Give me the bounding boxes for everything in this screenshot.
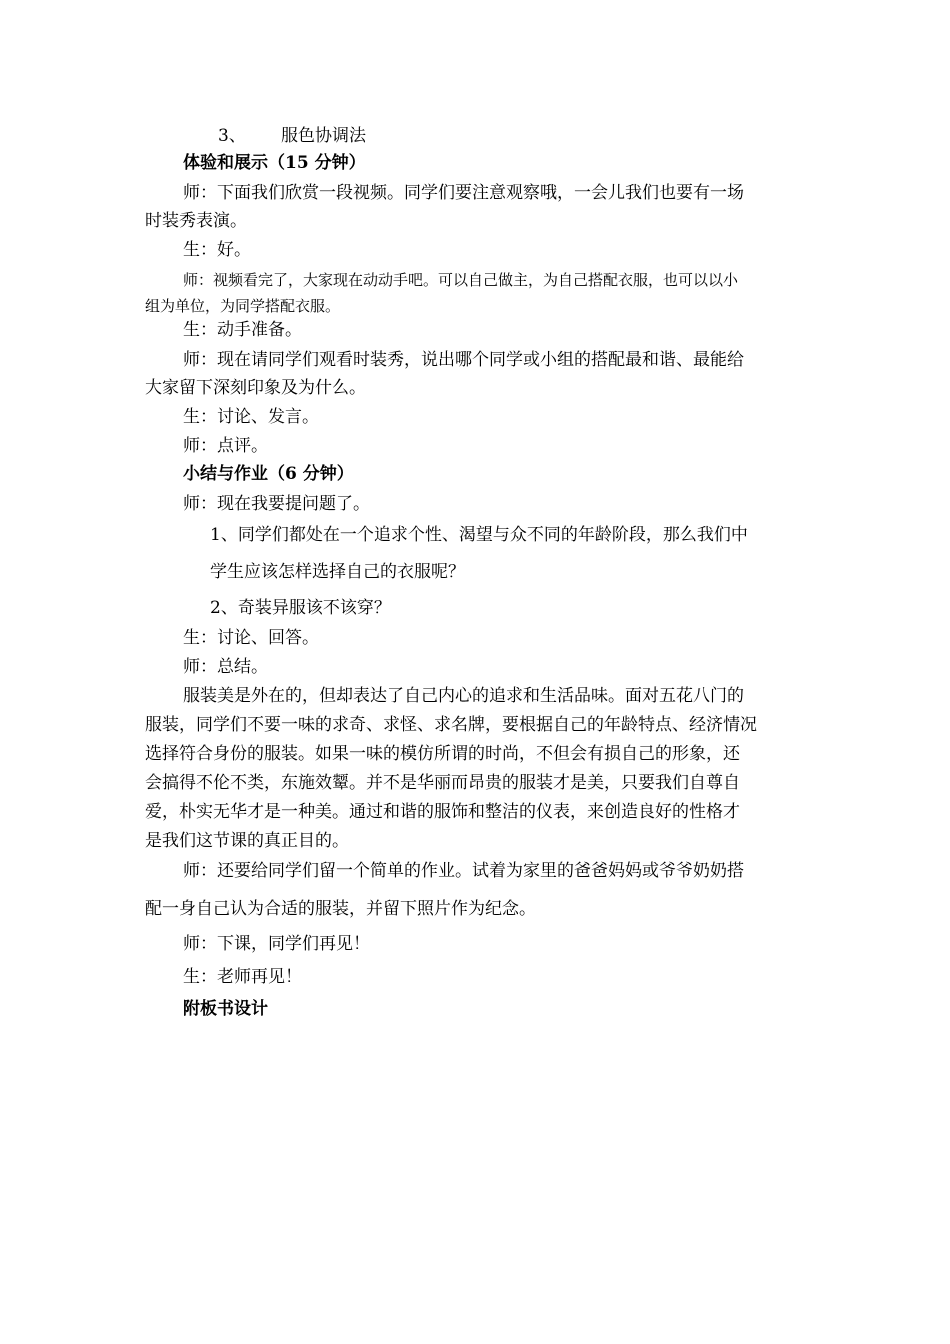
- paragraph-line: 大家留下深刻印象及为什么。: [145, 378, 366, 398]
- paragraph-line: 生：动手准备。: [183, 320, 302, 340]
- paragraph-line: 生：讨论、发言。: [183, 407, 319, 427]
- paragraph-line: 生：老师再见！: [183, 967, 302, 987]
- paragraph-line: 爱，朴实无华才是一种美。通过和谐的服饰和整洁的仪表，来创造良好的性格才: [145, 802, 740, 822]
- paragraph-line: 师：还要给同学们留一个简单的作业。试着为家里的爸爸妈妈或爷爷奶奶搭: [183, 861, 744, 881]
- paragraph-line: 师：总结。: [183, 657, 268, 677]
- paragraph-line: 师：下面我们欣赏一段视频。同学们要注意观察哦，一会儿我们也要有一场: [183, 183, 744, 203]
- question-line: 2、奇装异服该不该穿？: [210, 598, 391, 618]
- question-line: 1、同学们都处在一个追求个性、渴望与众不同的年龄阶段，那么我们中: [210, 525, 748, 545]
- section-heading-appendix: 附板书设计: [183, 999, 268, 1019]
- paragraph-line: 选择符合身份的服装。如果一味的模仿所谓的时尚，不但会有损自己的形象，还: [145, 744, 740, 764]
- paragraph-line: 服装美是外在的，但却表达了自己内心的追求和生活品味。面对五花八门的: [183, 686, 744, 706]
- paragraph-line: 组为单位，为同学搭配衣服。: [145, 297, 341, 315]
- paragraph-line: 生：好。: [183, 240, 251, 260]
- paragraph-line: 生：讨论、回答。: [183, 628, 319, 648]
- paragraph-line: 时装秀表演。: [145, 211, 247, 231]
- section-heading-summary: 小结与作业（6 分钟）: [183, 464, 354, 484]
- item-number: 3、: [218, 126, 246, 146]
- paragraph-line: 配一身自己认为合适的服装，并留下照片作为纪念。: [145, 899, 536, 919]
- section-heading-experience: 体验和展示（15 分钟）: [183, 153, 366, 173]
- question-line: 学生应该怎样选择自己的衣服呢？: [210, 562, 465, 582]
- paragraph-line: 服装，同学们不要一味的求奇、求怪、求名牌，要根据自己的年龄特点、经济情况: [145, 715, 757, 735]
- item-title: 服色协调法: [281, 126, 366, 146]
- paragraph-line: 是我们这节课的真正目的。: [145, 831, 349, 851]
- paragraph-line: 师：下课，同学们再见！: [183, 934, 370, 954]
- paragraph-line: 师：现在我要提问题了。: [183, 494, 370, 514]
- paragraph-line: 师：视频看完了，大家现在动动手吧。可以自己做主，为自己搭配衣服，也可以以小: [183, 271, 739, 289]
- paragraph-line: 会搞得不伦不类，东施效颦。并不是华丽而昂贵的服装才是美，只要我们自尊自: [145, 773, 740, 793]
- paragraph-line: 师：现在请同学们观看时装秀，说出哪个同学或小组的搭配最和谐、最能给: [183, 350, 744, 370]
- paragraph-line: 师：点评。: [183, 436, 268, 456]
